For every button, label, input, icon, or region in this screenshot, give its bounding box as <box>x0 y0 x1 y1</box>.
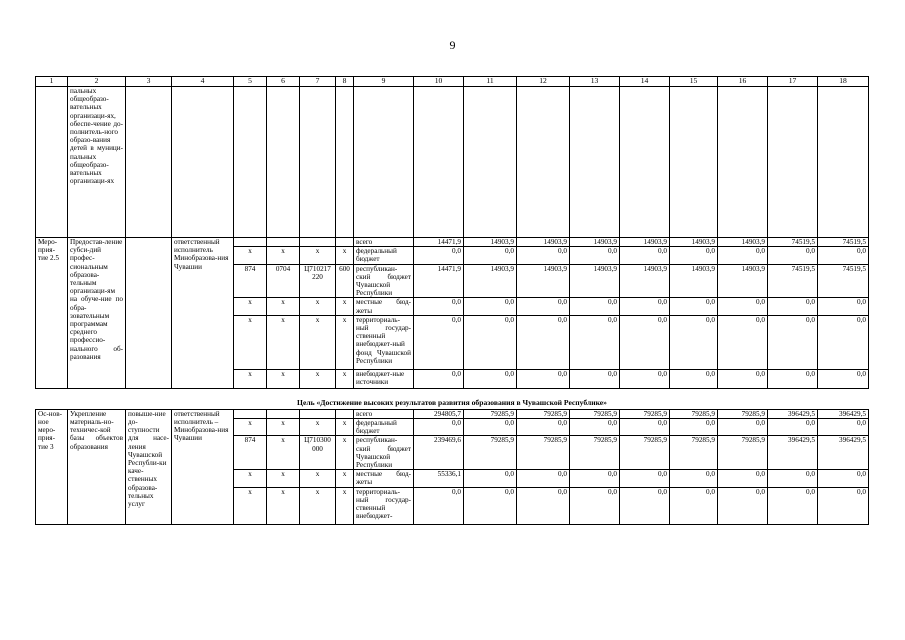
b2-col4: ответственный исполнитель – Минобразова-ния Чувашии <box>172 409 234 524</box>
cell-target: x <box>300 419 336 436</box>
cell-value: 55336,1 <box>414 470 464 487</box>
cell-value: 79285,9 <box>570 409 620 418</box>
cell-value: 14903,9 <box>570 264 620 298</box>
cell-target: x <box>300 470 336 487</box>
b2-col3: повыше-ние до-ступности для насе-ления Чувашской Республи-ки каче-ственных образова-тельных услуг <box>126 409 172 524</box>
cell-value: 0,0 <box>718 419 768 436</box>
cell-target: x <box>300 369 336 388</box>
cell-value: 79285,9 <box>464 436 517 470</box>
cell-target: x <box>300 298 336 315</box>
cell-value: 0,0 <box>768 369 818 388</box>
cell-value: 0,0 <box>414 315 464 369</box>
cell-value: 0,0 <box>464 247 517 264</box>
cell-source: местные бюд-жеты <box>354 298 414 315</box>
cell-admin: x <box>234 419 267 436</box>
header-cell: 3 <box>126 77 172 87</box>
cell-value: 0,0 <box>620 487 670 524</box>
cell-section: x <box>267 247 300 264</box>
cell-section: x <box>267 470 300 487</box>
cell-value: 0,0 <box>718 247 768 264</box>
b2-row <box>36 409 869 418</box>
cell-value: 0,0 <box>620 369 670 388</box>
cell-value: 396429,5 <box>818 409 869 418</box>
header-cell: 12 <box>517 77 570 87</box>
cell-value: 14903,9 <box>620 238 670 247</box>
cell-value: 294805,7 <box>414 409 464 418</box>
cell-value: 79285,9 <box>620 436 670 470</box>
header-cell: 7 <box>300 77 336 87</box>
header-cell: 5 <box>234 77 267 87</box>
cell-type: x <box>336 315 354 369</box>
b1-col2: Предостав-ление субси-дий профес-сиональным образова-тельным организаци-ям на обуче-ние по обра-зовательным программам среднего профессио-нального об-разования <box>68 238 126 389</box>
cell-value: 79285,9 <box>718 409 768 418</box>
cell-value: 0,0 <box>768 247 818 264</box>
cell-section: x <box>267 369 300 388</box>
cell-value: 0,0 <box>620 298 670 315</box>
cell-value: 0,0 <box>414 298 464 315</box>
cell-section <box>267 409 300 418</box>
cell-value: 0,0 <box>620 470 670 487</box>
cell-value: 79285,9 <box>517 436 570 470</box>
cell-value: 0,0 <box>768 419 818 436</box>
page-number: 9 <box>449 38 456 52</box>
cell-value: 14903,9 <box>670 264 718 298</box>
cell-value: 396429,5 <box>768 409 818 418</box>
cell-value: 396429,5 <box>768 436 818 470</box>
cell-target: Ц710217 220 <box>300 264 336 298</box>
cell-admin: x <box>234 298 267 315</box>
cell-value: 0,0 <box>670 247 718 264</box>
cell-value: 0,0 <box>718 315 768 369</box>
cell-type <box>336 409 354 418</box>
header-cell: 14 <box>620 77 670 87</box>
header-cell: 11 <box>464 77 517 87</box>
cell-type: x <box>336 298 354 315</box>
goal-row <box>36 388 869 409</box>
cell-source: федеральный бюджет <box>354 247 414 264</box>
cell-value: 0,0 <box>414 487 464 524</box>
cell-section: 0704 <box>267 264 300 298</box>
cell-type <box>336 238 354 247</box>
header-row <box>36 77 869 87</box>
cell-value: 14471,9 <box>414 264 464 298</box>
cell-target: x <box>300 247 336 264</box>
cont-col2: пальных общеобразо-вательных организаци-ях, обеспе-чение до-полнитель-ного образо-вания детей в муници-пальных общеобразо-вательных организаци-ях <box>68 87 126 238</box>
cell-value: 0,0 <box>517 419 570 436</box>
cell-value: 0,0 <box>718 369 768 388</box>
cell-source: местные бюд-жеты <box>354 470 414 487</box>
cell-source: территориаль-ный государ-ственный внебюджет-ный фонд Чувашской Республики <box>354 315 414 369</box>
cell-target <box>300 238 336 247</box>
cell-source: федеральный бюджет <box>354 419 414 436</box>
cell-value: 0,0 <box>620 247 670 264</box>
cell-admin: x <box>234 470 267 487</box>
cell-value: 0,0 <box>670 419 718 436</box>
cell-value: 0,0 <box>818 247 869 264</box>
cell-value: 14471,9 <box>414 238 464 247</box>
cell-section: x <box>267 315 300 369</box>
cell-value: 74519,5 <box>818 238 869 247</box>
header-cell: 13 <box>570 77 620 87</box>
cell-value: 0,0 <box>670 369 718 388</box>
cell-value: 0,0 <box>818 369 869 388</box>
cell-admin: x <box>234 315 267 369</box>
cell-value: 14903,9 <box>517 264 570 298</box>
cell-value: 0,0 <box>768 298 818 315</box>
cell-value: 0,0 <box>464 419 517 436</box>
cell-source: внебюджет-ные источники <box>354 369 414 388</box>
cell-value: 0,0 <box>464 298 517 315</box>
cell-value: 0,0 <box>718 298 768 315</box>
cell-value: 0,0 <box>414 247 464 264</box>
cell-section: x <box>267 436 300 470</box>
cell-section: x <box>267 487 300 524</box>
cell-value: 74519,5 <box>818 264 869 298</box>
cell-value: 14903,9 <box>517 238 570 247</box>
cell-admin: 874 <box>234 436 267 470</box>
cell-value: 0,0 <box>517 470 570 487</box>
cell-value: 79285,9 <box>670 409 718 418</box>
cell-value: 0,0 <box>570 298 620 315</box>
b1-row <box>36 238 869 247</box>
cell-value: 14903,9 <box>570 238 620 247</box>
cell-source: всего <box>354 409 414 418</box>
cell-target: x <box>300 487 336 524</box>
cell-value: 79285,9 <box>464 409 517 418</box>
cell-source: территориаль-ный государ-ственный внебюджет- <box>354 487 414 524</box>
cell-value: 0,0 <box>670 298 718 315</box>
cell-source: республикан-ский бюджет Чувашской Республики <box>354 264 414 298</box>
cell-value: 0,0 <box>517 369 570 388</box>
cell-value: 14903,9 <box>464 238 517 247</box>
cell-value: 0,0 <box>414 419 464 436</box>
header-cell: 2 <box>68 77 126 87</box>
cell-admin <box>234 409 267 418</box>
cell-value: 0,0 <box>517 247 570 264</box>
cell-section: x <box>267 298 300 315</box>
cell-section <box>267 238 300 247</box>
cell-target: Ц710300 000 <box>300 436 336 470</box>
header-cell: 15 <box>670 77 718 87</box>
cell-value: 0,0 <box>517 298 570 315</box>
header-cell: 16 <box>718 77 768 87</box>
cell-admin <box>234 238 267 247</box>
cell-value: 0,0 <box>464 487 517 524</box>
cell-value: 79285,9 <box>620 409 670 418</box>
cell-value: 79285,9 <box>670 436 718 470</box>
cell-type: x <box>336 369 354 388</box>
cell-value: 396429,5 <box>818 436 869 470</box>
cell-value: 14903,9 <box>718 238 768 247</box>
cell-value: 0,0 <box>818 315 869 369</box>
cell-value: 0,0 <box>464 369 517 388</box>
cell-type: 600 <box>336 264 354 298</box>
cell-target: x <box>300 315 336 369</box>
cell-source: республикан-ский бюджет Чувашской Республики <box>354 436 414 470</box>
cell-value: 0,0 <box>768 470 818 487</box>
cell-value: 0,0 <box>570 369 620 388</box>
cell-value: 79285,9 <box>517 409 570 418</box>
b2-col1: Ос-нов-ное меро-прия-тие 3 <box>36 409 68 524</box>
cell-value: 14903,9 <box>670 238 718 247</box>
cell-value: 0,0 <box>464 470 517 487</box>
header-cell: 4 <box>172 77 234 87</box>
b1-col1: Меро-прия-тие 2.5 <box>36 238 68 389</box>
cell-value: 0,0 <box>768 487 818 524</box>
header-cell: 10 <box>414 77 464 87</box>
header-cell: 17 <box>768 77 818 87</box>
cell-value: 14903,9 <box>718 264 768 298</box>
cell-value: 14903,9 <box>464 264 517 298</box>
cell-section: x <box>267 419 300 436</box>
cell-value: 0,0 <box>818 470 869 487</box>
cell-value: 0,0 <box>464 315 517 369</box>
cell-admin: 874 <box>234 264 267 298</box>
cell-value: 0,0 <box>570 419 620 436</box>
cell-value: 0,0 <box>570 470 620 487</box>
cell-target <box>300 409 336 418</box>
cell-admin: x <box>234 369 267 388</box>
cell-value: 0,0 <box>620 315 670 369</box>
b1-col3 <box>126 238 172 389</box>
cell-value: 0,0 <box>718 487 768 524</box>
cell-value: 74519,5 <box>768 238 818 247</box>
cell-type: x <box>336 436 354 470</box>
cell-source: всего <box>354 238 414 247</box>
cell-value: 0,0 <box>818 298 869 315</box>
cell-type: x <box>336 419 354 436</box>
cell-value: 0,0 <box>768 315 818 369</box>
cell-value: 0,0 <box>570 487 620 524</box>
cell-value: 239469,6 <box>414 436 464 470</box>
cell-value: 79285,9 <box>718 436 768 470</box>
cell-value: 0,0 <box>570 247 620 264</box>
cell-type: x <box>336 487 354 524</box>
b1-col4: ответственный исполнитель Минобразова-ния Чувашии <box>172 238 234 389</box>
cell-value: 0,0 <box>670 315 718 369</box>
cell-value: 0,0 <box>818 419 869 436</box>
cell-value: 0,0 <box>818 487 869 524</box>
cell-type: x <box>336 247 354 264</box>
cell-value: 0,0 <box>670 470 718 487</box>
cell-value: 79285,9 <box>570 436 620 470</box>
cell-value: 0,0 <box>570 315 620 369</box>
continuation-row <box>36 87 869 238</box>
cell-value: 0,0 <box>670 487 718 524</box>
cell-admin: x <box>234 247 267 264</box>
cell-value: 0,0 <box>517 315 570 369</box>
cell-type: x <box>336 470 354 487</box>
b2-col2: Укрепление материаль-но-техничес-кой базы объектов образования <box>68 409 126 524</box>
cell-value: 0,0 <box>718 470 768 487</box>
cell-value: 0,0 <box>620 419 670 436</box>
cell-value: 0,0 <box>517 487 570 524</box>
header-cell: 6 <box>267 77 300 87</box>
goal-title: Цель «Достижение высоких результатов развития образования в Чувашской Республике» <box>36 388 869 409</box>
cell-admin: x <box>234 487 267 524</box>
cell-value: 0,0 <box>414 369 464 388</box>
budget-table <box>35 76 869 525</box>
header-cell: 18 <box>818 77 869 87</box>
header-cell: 8 <box>336 77 354 87</box>
header-cell: 9 <box>354 77 414 87</box>
cell-value: 14903,9 <box>620 264 670 298</box>
header-cell: 1 <box>36 77 68 87</box>
cell-value: 74519,5 <box>768 264 818 298</box>
